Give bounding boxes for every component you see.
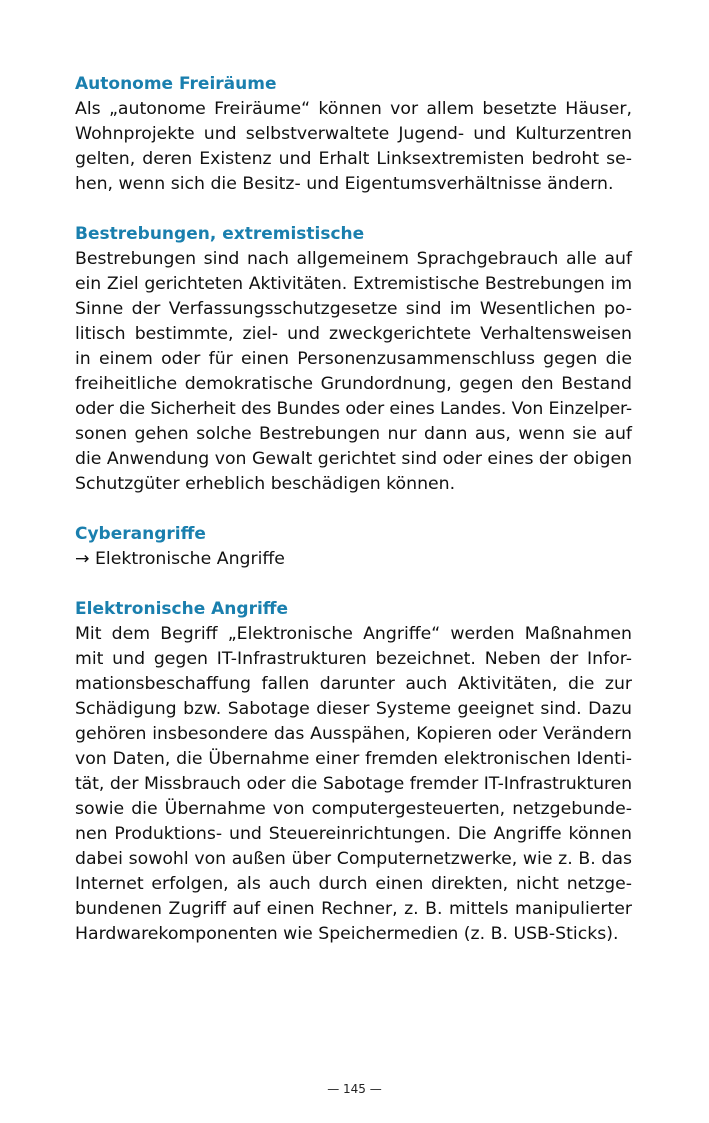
entry-term: Elektronische Angriffe — [75, 599, 289, 619]
entry-text-line: mit und gegen IT-Infrastrukturen bezeichnet. Neben der Infor- — [75, 649, 632, 669]
entry-text-line: bundenen Zugriff auf einen Rechner, z. B. mittels manipulierter — [75, 899, 632, 919]
entry-text-line: gehören insbesondere das Ausspähen, Kopieren oder Verändern — [75, 724, 632, 744]
entry-text-line: nen Produktions- und Steuereinrichtungen. Die Angriffe können — [75, 824, 632, 844]
entry-text-line: Schutzgüter erheblich beschädigen können. — [75, 474, 456, 494]
entry-text-line: Sinne der Verfassungsschutzgesetze sind im Wesentlichen po- — [75, 299, 632, 319]
entry-text-line: Mit dem Begriff „Elektronische Angriffe“ werden Maßnahmen — [75, 624, 632, 644]
glossary-entry-autonome-freiraeume — [75, 72, 632, 197]
entry-text-line: Internet erfolgen, als auch durch einen direkten, nicht netzge- — [75, 874, 632, 894]
entry-text-line: Wohnprojekte und selbstverwaltete Jugend- und Kulturzentren — [75, 124, 632, 144]
entry-text-line: dabei sowohl von außen über Computernetzwerke, wie z. B. das — [75, 849, 632, 869]
glossary-content — [75, 72, 632, 972]
entry-text-line: die Anwendung von Gewalt gerichtet sind oder eines der obigen — [75, 449, 633, 469]
entry-text-line: Als „autonome Freiräume“ können vor allem besetzte Häuser, — [75, 99, 632, 119]
entry-text-line: sonen gehen solche Bestrebungen nur dann aus, wenn sie auf — [75, 424, 632, 444]
entry-text-line: von Daten, die Übernahme einer fremden elektronischen Identi- — [75, 749, 632, 769]
entry-text-line: ein Ziel gerichteten Aktivitäten. Extremistische Bestrebungen im — [75, 274, 632, 294]
entry-text-line: Schädigung bzw. Sabotage dieser Systeme geeignet sind. Dazu — [75, 699, 632, 719]
cross-reference-link[interactable]: → Elektronische Angriffe — [75, 549, 285, 569]
entry-term: Autonome Freiräume — [75, 74, 277, 94]
entry-text-line: Hardwarekomponenten wie Speichermedien (z. B. USB-Sticks). — [75, 924, 619, 944]
entry-term: Cyberangriffe — [75, 524, 206, 544]
entry-text-line: gelten, deren Existenz und Erhalt Linksextremisten bedroht se- — [75, 149, 632, 169]
entry-text-line: mationsbeschaffung fallen darunter auch Aktivitäten, die zur — [75, 674, 632, 694]
entry-text-line: in einem oder für einen Personenzusammenschluss gegen die — [75, 349, 632, 369]
glossary-entry-elektronische-angriffe — [75, 597, 632, 947]
entry-text-line: hen, wenn sich die Besitz- und Eigentumsverhältnisse ändern. — [75, 174, 614, 194]
entry-term: Bestrebungen, extremistische — [75, 224, 365, 244]
entry-text-line: oder die Sicherheit des Bundes oder eines Landes. Von Einzelper- — [75, 399, 632, 419]
glossary-entry-cyberangriffe — [75, 522, 632, 572]
page-number: — 145 — — [327, 1082, 382, 1096]
entry-text-line: freiheitliche demokratische Grundordnung, gegen den Bestand — [75, 374, 632, 394]
glossary-entry-bestrebungen — [75, 222, 632, 497]
entry-text-line: tät, der Missbrauch oder die Sabotage fremder IT-Infrastrukturen — [75, 774, 632, 794]
entry-text-line: sowie die Übernahme von computergesteuerten, netzgebunde- — [75, 799, 632, 819]
entry-text-line: litisch bestimmte, ziel- und zweckgerichtete Verhaltensweisen — [75, 324, 632, 344]
entry-text-line: Bestrebungen sind nach allgemeinem Sprachgebrauch alle auf — [75, 249, 632, 269]
